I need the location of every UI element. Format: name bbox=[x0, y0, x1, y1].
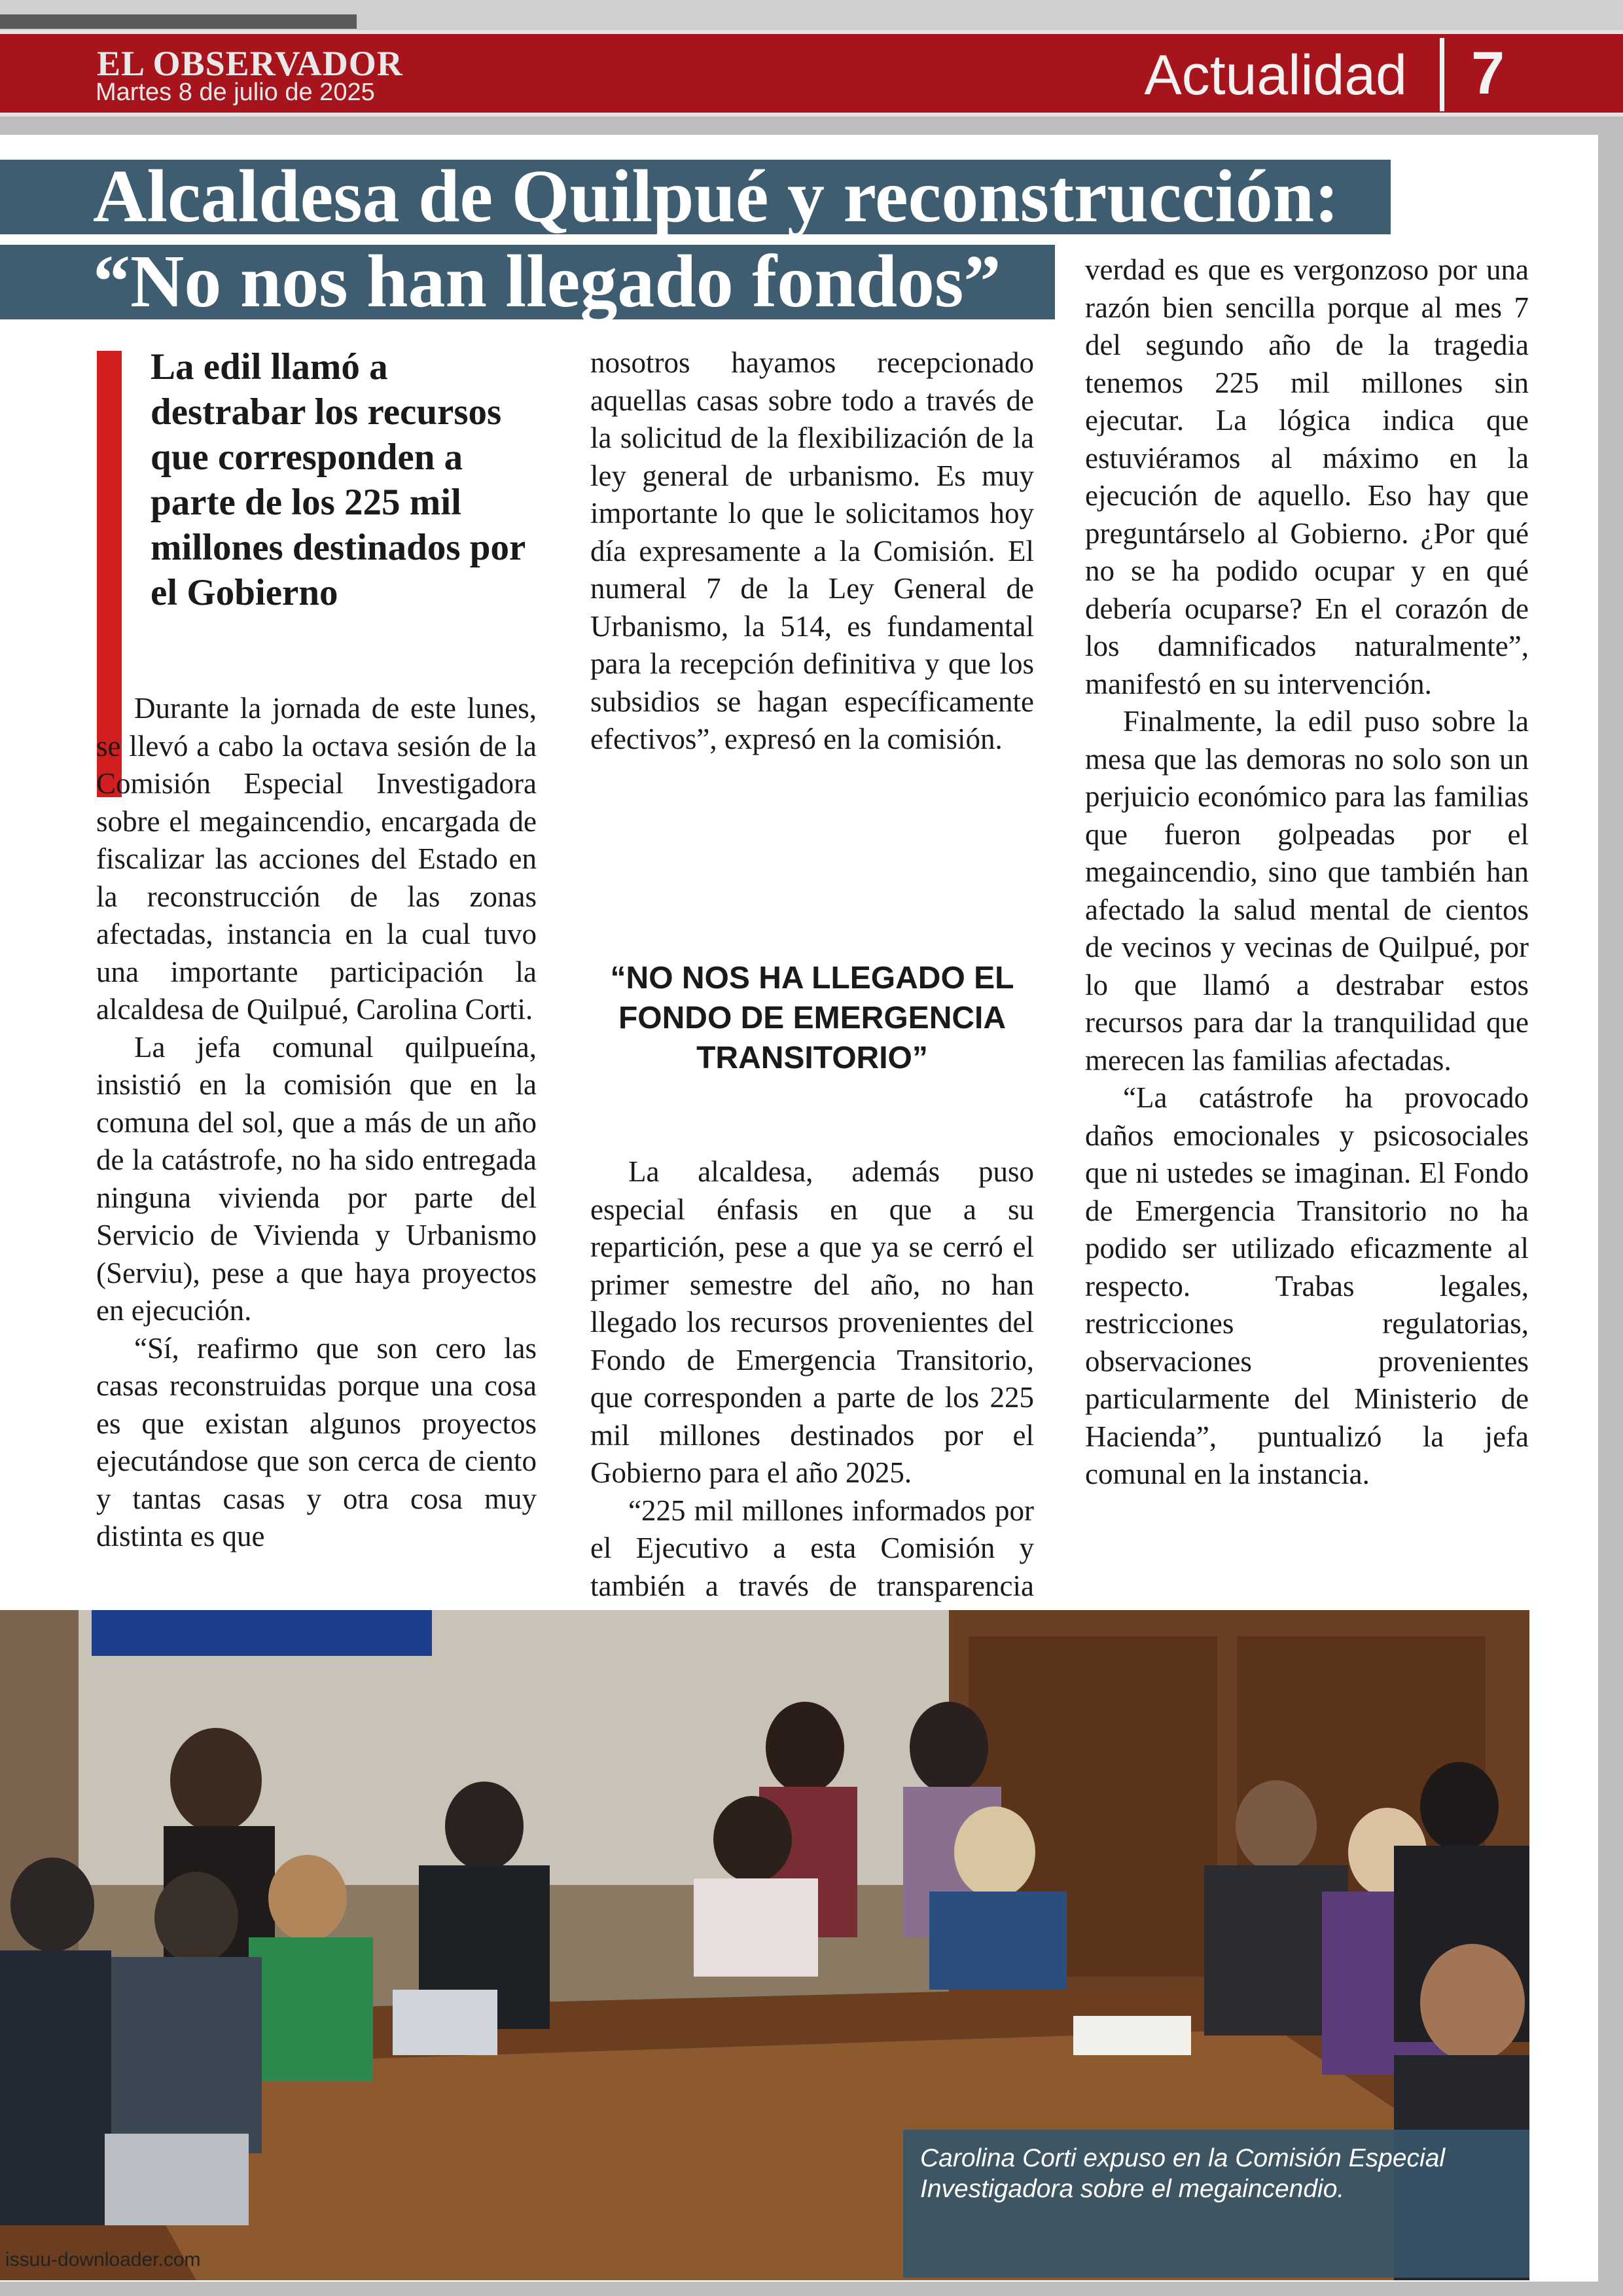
column-3 bbox=[1085, 251, 1529, 1494]
issue-date: Martes 8 de julio de 2025 bbox=[96, 79, 375, 106]
section-subheading: “NO NOS HA LLEGADO EL FONDO DE EMERGENCIA TRANSITORIO” bbox=[610, 961, 1014, 1075]
paragraph: “Sí, reafirmo que son cero las casas reconstruidas porque una cosa es que existan algunos proyectos ejecutándose que son cerca de ciento y tantas casas y otra cosa muy distinta es que bbox=[96, 1331, 537, 1552]
top-strip bbox=[0, 0, 1623, 30]
column-2 bbox=[590, 344, 1034, 759]
headline-line-2: “No nos han llegado fondos” bbox=[0, 245, 1055, 319]
headline-line-1: Alcaldesa de Quilpué y reconstrucción: bbox=[0, 160, 1391, 234]
paragraph: “225 mil millones informados por el Ejecutivo a esta Comisión y también a través de transparencia bbox=[590, 1494, 1034, 1602]
paragraph: “La catástrofe ha provocado daños emocionales y psicosociales que ni ustedes se imaginan. El Fondo de Emergencia Transitorio no ha podido ser utilizado eficazmente al respecto. Trabas legales, restricciones regulatorias, observaciones provenientes particularmente del Ministerio de Hacienda”, puntualizó la jefa comunal en la instancia. bbox=[1085, 1081, 1529, 1490]
column-1 bbox=[96, 690, 537, 1556]
paragraph: La alcaldesa, además puso especial énfasis en que a su repartición, pese a que ya se cerró el primer semestre del año, no han llegado los recursos provenientes del Fondo de Emergencia Transitorio, que corresponden a parte de los 225 mil millones destinados por el Gobierno para el año 2025. bbox=[590, 1155, 1034, 1489]
paragraph: verdad es que es vergonzoso por una razón bien sencilla porque al mes 7 del segundo año de la tragedia tenemos 225 mil millones sin ejecutar. La lógica indica que estuviéramos al máximo en la ejecución de aquello. Eso hay que preguntárselo al Gobierno. ¿Por qué no se ha podido ocupar y en qué debería ocuparse? En el corazón de los damnificados naturalmente”, manifestó en su intervención. bbox=[1085, 253, 1529, 700]
watermark-text: issuu-downloader.com bbox=[5, 2249, 201, 2270]
photo-caption: Carolina Corti expuso en la Comisión Especial Investigadora sobre el megaincendio. bbox=[903, 2130, 1529, 2278]
page-number: 7 bbox=[1471, 40, 1505, 107]
paragraph: Finalmente, la edil puso sobre la mesa que las demoras no solo son un perjuicio económico para las familias que fueron golpeadas por el megaincendio, sino que también han afectado la salud mental de cientos de vecinos y vecinas de Quilpué, por lo que llamó a destrabar estos recursos para dar la tranquilidad que merecen las familias afectadas. bbox=[1085, 705, 1529, 1077]
paragraph: nosotros hayamos recepcionado aquellas casas sobre todo a través de la solicitud de la flexibilización de la ley general de urbanismo. Es muy importante lo que le solicitamos hoy día expresamente a la Comisión. El numeral 7 de la Ley General de Urbanismo, la 514, es fundamental para la recepción definitiva y que los subsidios se hagan específicamente efectivos”, expresó en la comisión. bbox=[590, 346, 1034, 755]
paragraph: Durante la jornada de este lunes, se llevó a cabo la octava sesión de la Comisión Especial Investigadora sobre el megaincendio, encargada de fiscalizar las acciones del Estado en la reconstrucción de las zonas afectadas, instancia en la cual tuvo una importante participación la alcaldesa de Quilpué, Carolina Corti. bbox=[96, 692, 537, 1026]
top-strip-dark-segment bbox=[0, 14, 357, 29]
page-header bbox=[0, 30, 1623, 117]
header-divider bbox=[1440, 38, 1444, 111]
section-name: Actualidad bbox=[1144, 44, 1407, 107]
article-lead: La edil llamó a destrabar los recursos que corresponden a parte de los 225 mil millones destinados por el Gobierno bbox=[151, 346, 526, 613]
paragraph: La jefa comunal quilpueína, insistió en la comisión que en la comuna del sol, que a más de un año de la catástrofe, no ha sido entregada ninguna vivienda por parte del Servicio de Vivienda y Urbanismo (Serviu), pese a que haya proyectos en ejecución. bbox=[96, 1030, 537, 1327]
newspaper-name: EL OBSERVADOR bbox=[97, 44, 403, 83]
